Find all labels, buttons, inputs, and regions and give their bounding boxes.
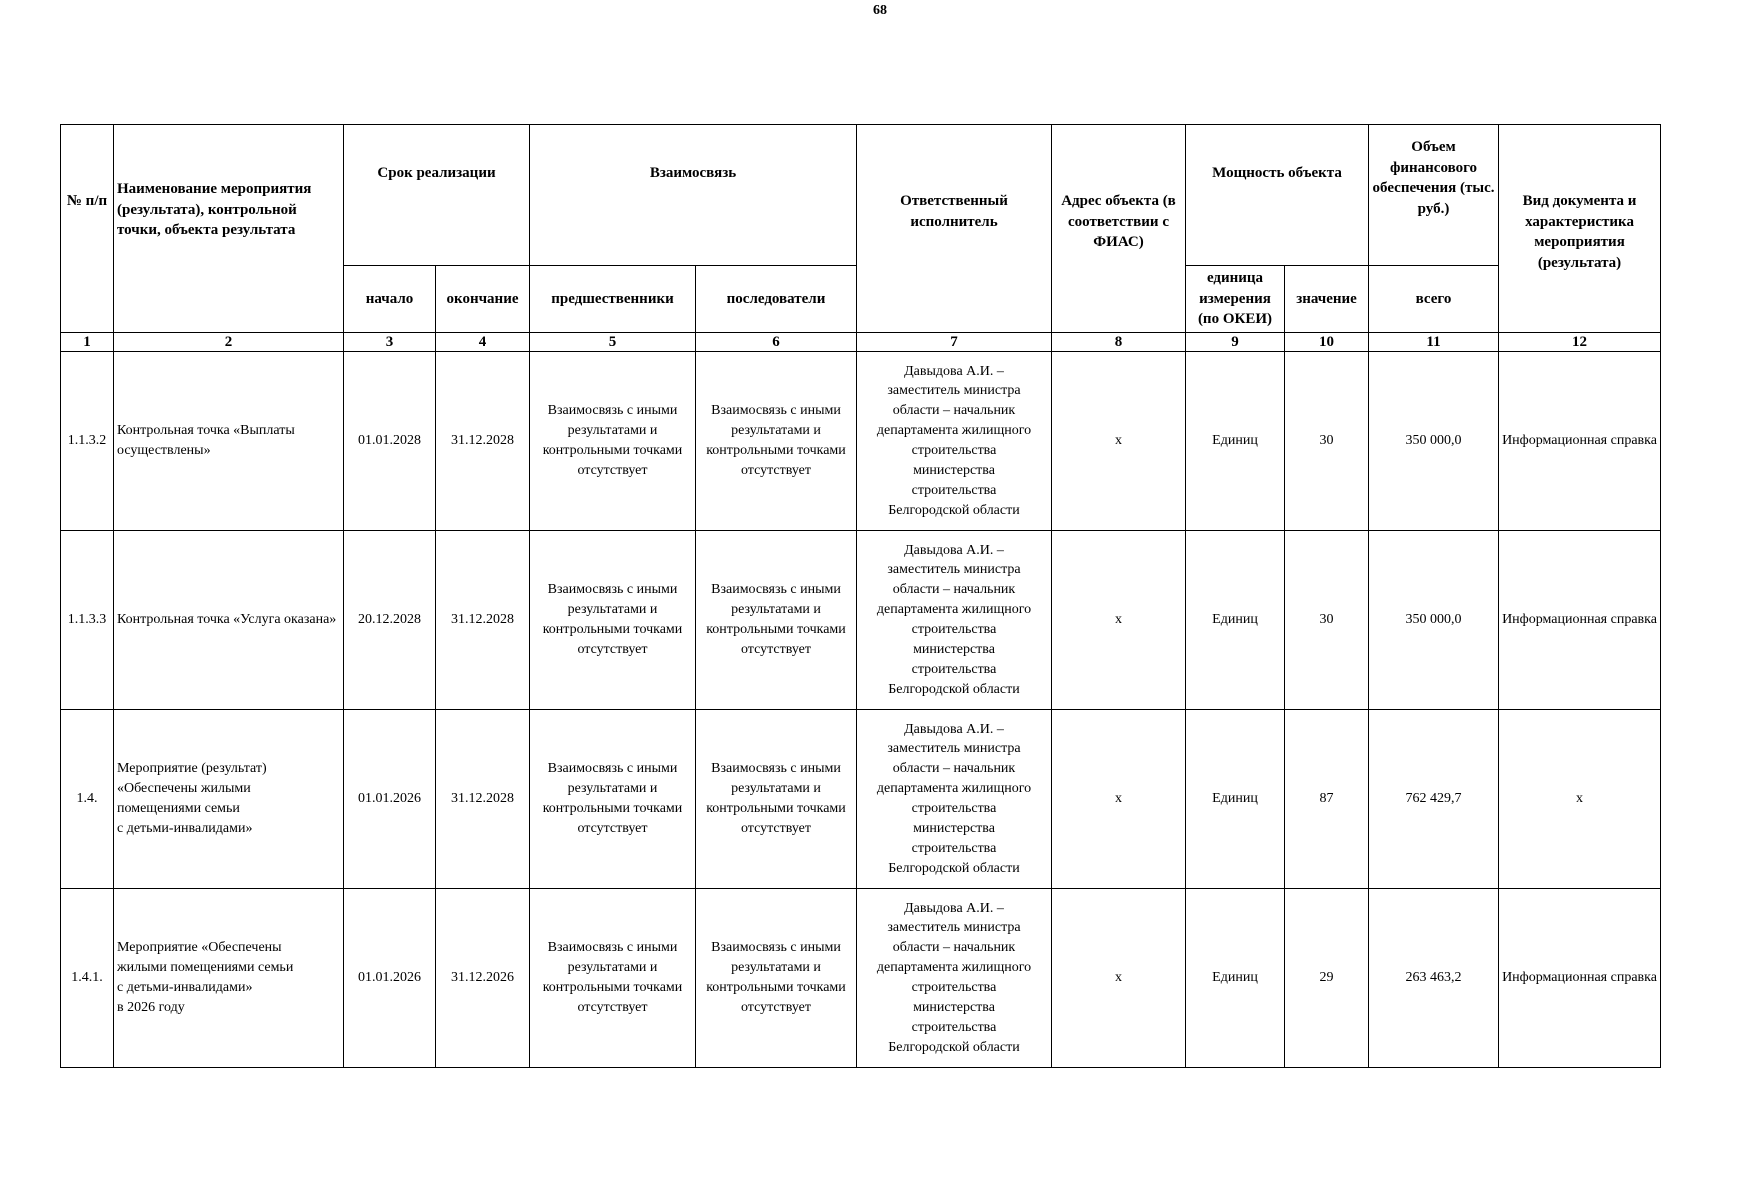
row-predecessors: Взаимосвязь с иными результатами и контрольными точками отсутствует — [530, 352, 696, 531]
row-unit: Единиц — [1186, 889, 1285, 1068]
page-number: 68 — [873, 3, 887, 18]
row-responsible: Давыдова А.И. – заместитель министра области – начальник департамента жилищного строительства министерства строительства Белгородской области — [857, 352, 1052, 531]
header-capacity-value: значение — [1285, 266, 1369, 333]
column-number: 1 — [61, 333, 114, 352]
row-unit: Единиц — [1186, 531, 1285, 710]
row-predecessors: Взаимосвязь с иными результатами и контрольными точками отсутствует — [530, 710, 696, 889]
row-address: x — [1052, 531, 1186, 710]
row-address: x — [1052, 889, 1186, 1068]
row-successors: Взаимосвязь с иными результатами и контрольными точками отсутствует — [696, 352, 857, 531]
column-number: 7 — [857, 333, 1052, 352]
table-row — [61, 710, 1661, 889]
row-end-date: 31.12.2028 — [436, 352, 530, 531]
row-number: 1.4. — [61, 710, 114, 889]
header-term: Срок реализации — [344, 125, 530, 266]
row-name: Мероприятие «Обеспечены жилыми помещениями семьи с детьми-инвалидами» в 2026 году — [114, 889, 344, 1068]
header-capacity-unit: единица измерения (по ОКЕИ) — [1186, 266, 1285, 333]
row-predecessors: Взаимосвязь с иными результатами и контрольными точками отсутствует — [530, 889, 696, 1068]
row-end-date: 31.12.2028 — [436, 710, 530, 889]
row-address: x — [1052, 352, 1186, 531]
activities-table — [60, 124, 1661, 1068]
table-row — [61, 352, 1661, 531]
column-number: 9 — [1186, 333, 1285, 352]
row-number: 1.4.1. — [61, 889, 114, 1068]
row-unit: Единиц — [1186, 710, 1285, 889]
header-address: Адрес объекта (в соответствии с ФИАС) — [1052, 125, 1186, 333]
row-value: 30 — [1285, 352, 1369, 531]
table-row — [61, 889, 1661, 1068]
row-finance-total: 263 463,2 — [1369, 889, 1499, 1068]
header-term-end: окончание — [436, 266, 530, 333]
row-successors: Взаимосвязь с иными результатами и контрольными точками отсутствует — [696, 710, 857, 889]
row-unit: Единиц — [1186, 352, 1285, 531]
row-end-date: 31.12.2026 — [436, 889, 530, 1068]
header-responsible: Ответственный исполнитель — [857, 125, 1052, 333]
header-link-pred: предшественники — [530, 266, 696, 333]
row-predecessors: Взаимосвязь с иными результатами и контрольными точками отсутствует — [530, 531, 696, 710]
header-link-succ: последователи — [696, 266, 857, 333]
row-start-date: 01.01.2028 — [344, 352, 436, 531]
column-number: 4 — [436, 333, 530, 352]
column-number: 8 — [1052, 333, 1186, 352]
row-successors: Взаимосвязь с иными результатами и контрольными точками отсутствует — [696, 531, 857, 710]
column-number: 2 — [114, 333, 344, 352]
header-term-start: начало — [344, 266, 436, 333]
header-finance-total: всего — [1369, 266, 1499, 333]
header-capacity: Мощность объекта — [1186, 125, 1369, 266]
row-number: 1.1.3.3 — [61, 531, 114, 710]
row-responsible: Давыдова А.И. – заместитель министра области – начальник департамента жилищного строительства министерства строительства Белгородской области — [857, 889, 1052, 1068]
column-number: 6 — [696, 333, 857, 352]
row-value: 29 — [1285, 889, 1369, 1068]
row-end-date: 31.12.2028 — [436, 531, 530, 710]
column-number: 12 — [1499, 333, 1661, 352]
column-number: 11 — [1369, 333, 1499, 352]
column-number: 5 — [530, 333, 696, 352]
row-name: Контрольная точка «Выплаты осуществлены» — [114, 352, 344, 531]
header-link: Взаимосвязь — [530, 125, 857, 266]
row-name: Контрольная точка «Услуга оказана» — [114, 531, 344, 710]
row-value: 30 — [1285, 531, 1369, 710]
header-row-top — [61, 125, 1661, 266]
row-number: 1.1.3.2 — [61, 352, 114, 531]
row-address: x — [1052, 710, 1186, 889]
header-num: № п/п — [61, 125, 114, 333]
header-name: Наименование мероприятия (результата), контрольной точки, объекта результата — [114, 125, 344, 333]
row-responsible: Давыдова А.И. – заместитель министра области – начальник департамента жилищного строительства министерства строительства Белгородской области — [857, 531, 1052, 710]
row-doc-type: Информационная справка — [1499, 352, 1661, 531]
row-responsible: Давыдова А.И. – заместитель министра области – начальник департамента жилищного строительства министерства строительства Белгородской области — [857, 710, 1052, 889]
row-finance-total: 350 000,0 — [1369, 531, 1499, 710]
row-start-date: 01.01.2026 — [344, 889, 436, 1068]
row-doc-type: Информационная справка — [1499, 531, 1661, 710]
row-finance-total: 762 429,7 — [1369, 710, 1499, 889]
row-value: 87 — [1285, 710, 1369, 889]
row-start-date: 01.01.2026 — [344, 710, 436, 889]
header-finance: Объем финансового обеспечения (тыс. руб.) — [1369, 125, 1499, 266]
row-doc-type: Информационная справка — [1499, 889, 1661, 1068]
column-number: 3 — [344, 333, 436, 352]
row-start-date: 20.12.2028 — [344, 531, 436, 710]
row-doc-type: x — [1499, 710, 1661, 889]
row-name: Мероприятие (результат) «Обеспечены жилыми помещениями семьи с детьми-инвалидами» — [114, 710, 344, 889]
row-successors: Взаимосвязь с иными результатами и контрольными точками отсутствует — [696, 889, 857, 1068]
row-finance-total: 350 000,0 — [1369, 352, 1499, 531]
header-doc-type: Вид документа и характеристика мероприятия (результата) — [1499, 125, 1661, 333]
table-row — [61, 531, 1661, 710]
column-number: 10 — [1285, 333, 1369, 352]
column-numbers-row — [61, 333, 1661, 352]
